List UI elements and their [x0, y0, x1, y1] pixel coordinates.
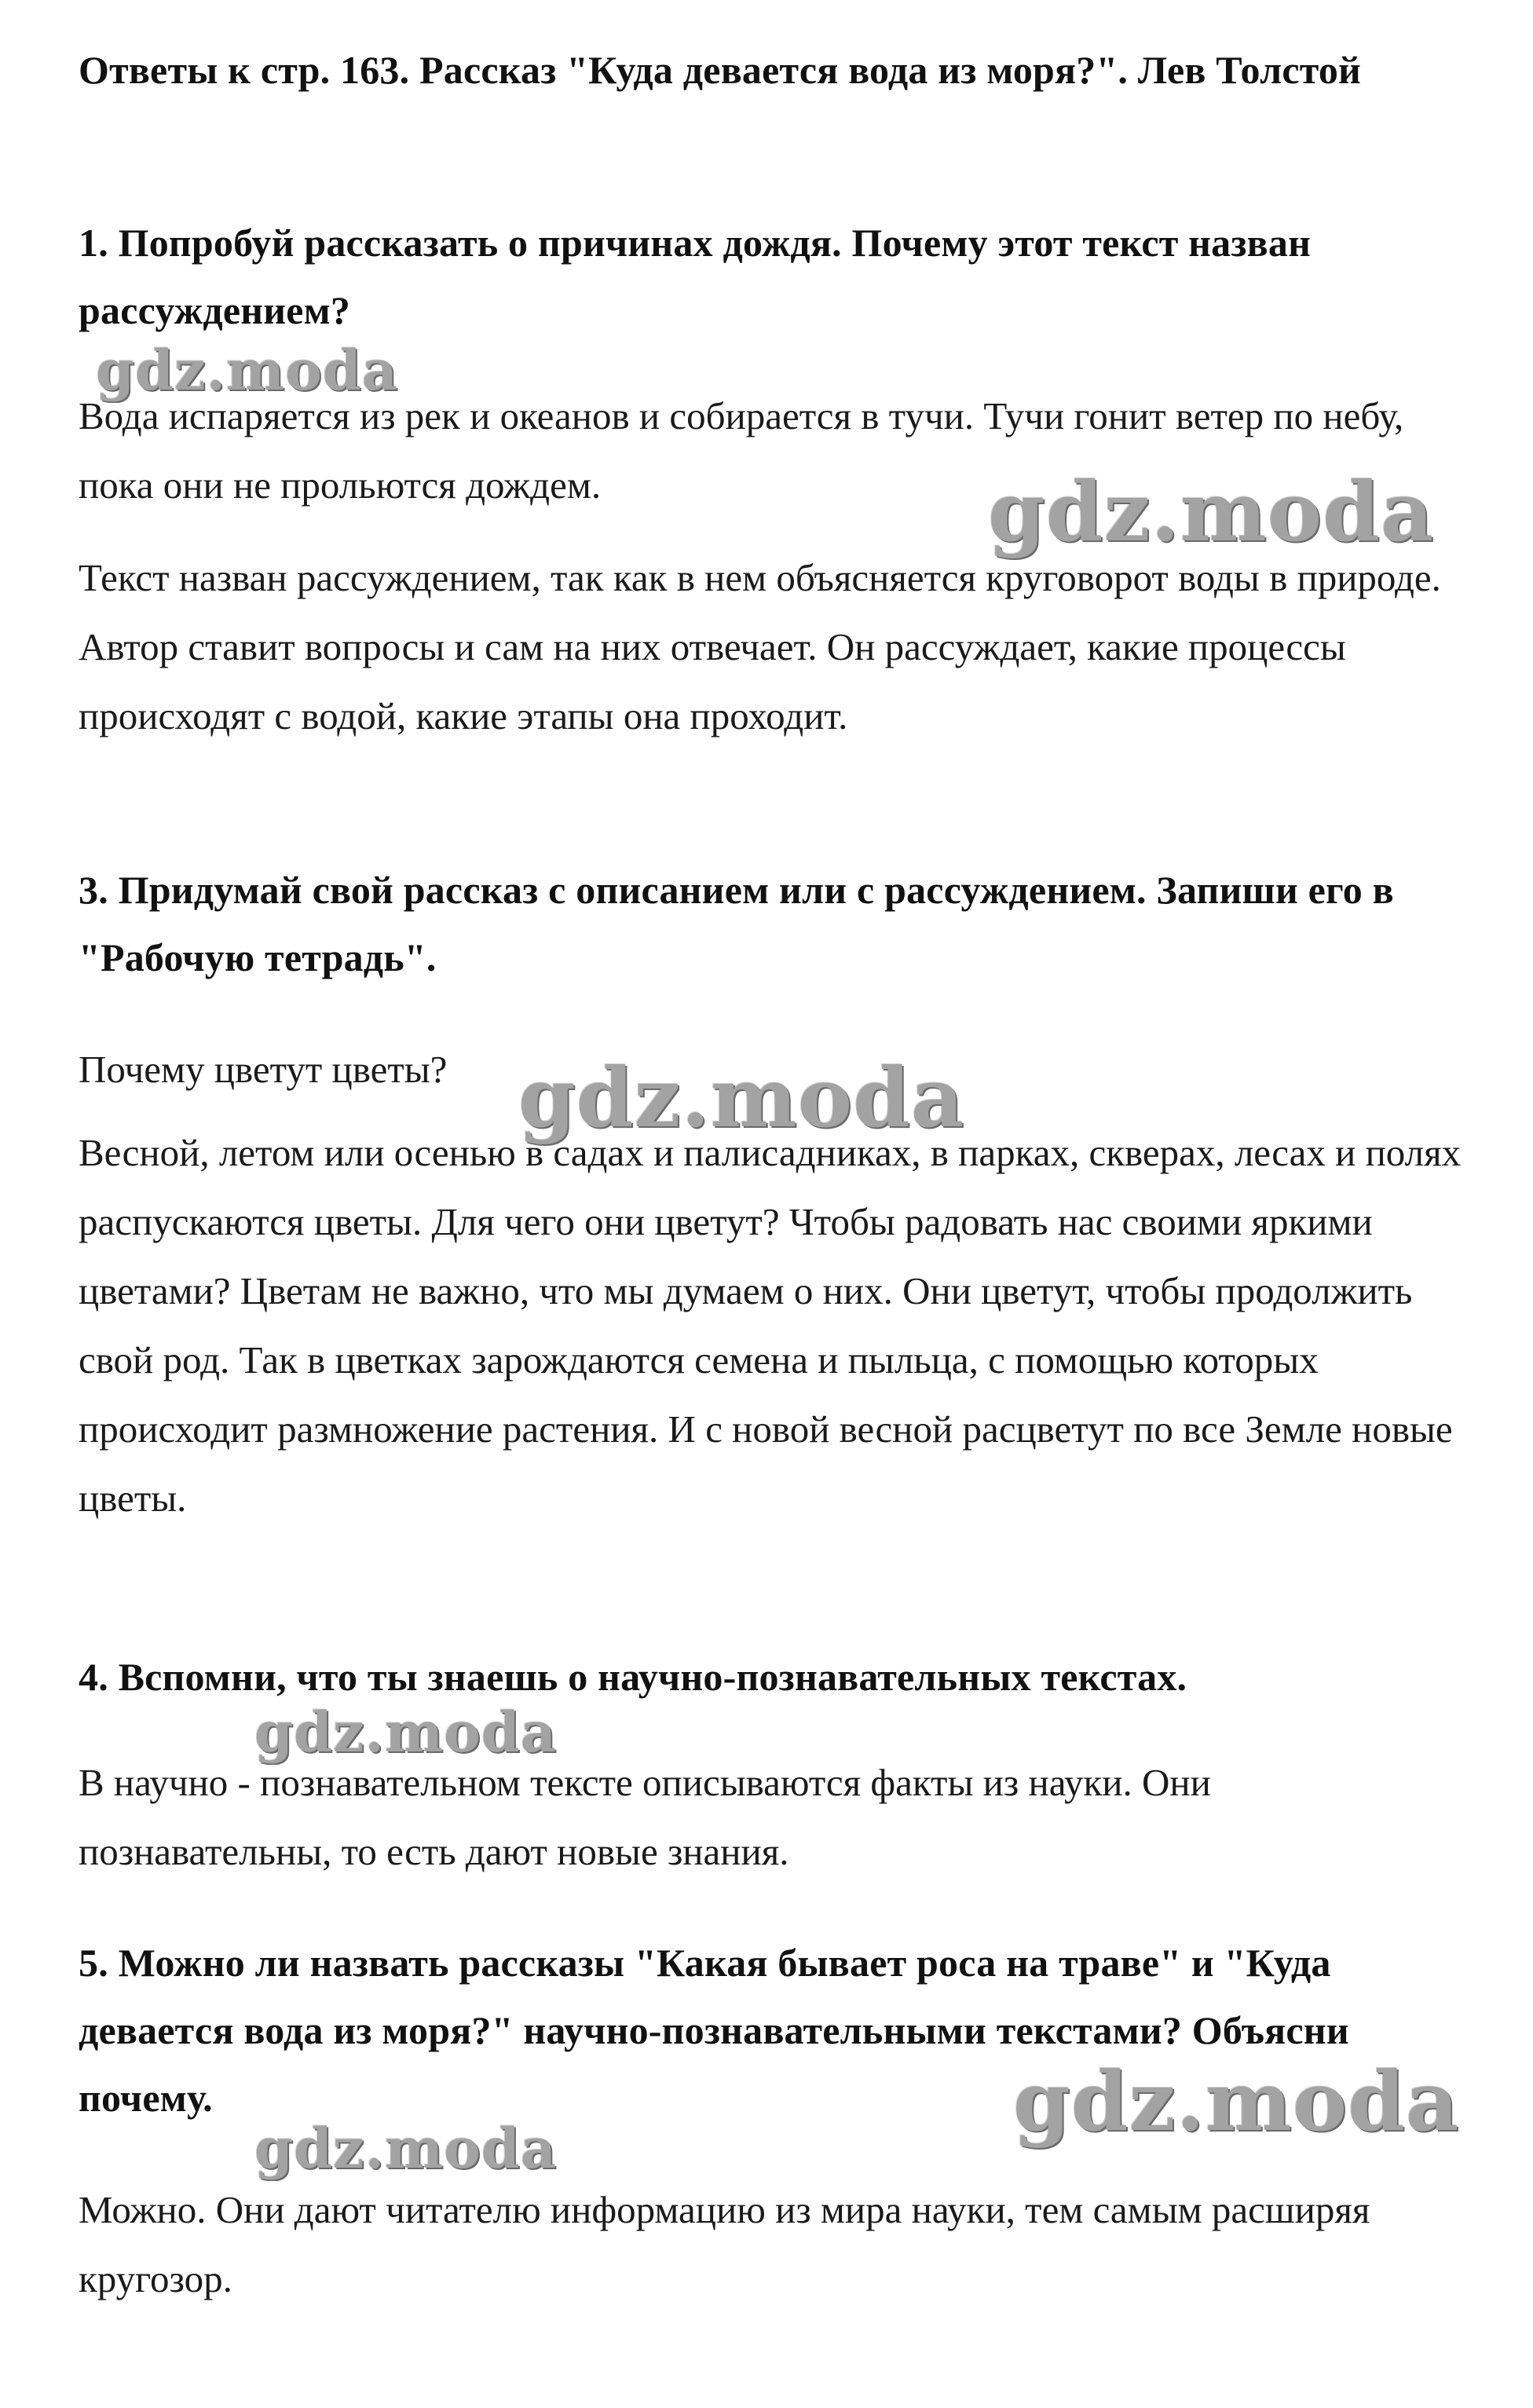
answer-3-title: Почему цветут цветы?: [79, 1048, 448, 1091]
question-5: 5. Можно ли назвать рассказы "Какая бывает роса на траве" и "Куда девается вода из моря?" научно-познавательными текстами? Объясни почему.: [79, 1941, 1349, 2120]
watermark-logo: gdz.moda: [254, 1700, 558, 1765]
question-4: 4. Вспомни, что ты знаешь о научно-познавательных текстах.: [79, 1655, 1187, 1699]
answer-3-paragraph: Весной, летом или осенью в садах и палисадниках, в парках, скверах, лесах и полях распускаются цветы. Для чего они цветут? Чтобы радовать нас своими яркими цветами? Цветам не важно, что мы думаем о них. Они цветут, чтобы продолжить свой род. Так в цветках зарождаются семена и пыльца, с помощью которых происходит размножение растения. И с новой весной расцветут по все Земле новые цветы.: [79, 1131, 1462, 1520]
answer-4-paragraph: В научно - познавательном тексте описываются факты из науки. Они познавательны, то есть дают новые знания.: [79, 1761, 1211, 1873]
question-3: 3. Придумай свой рассказ с описанием или с рассуждением. Запиши его в "Рабочую тетрадь".: [79, 868, 1394, 979]
watermark-logo: gdz.moda: [1013, 2053, 1460, 2150]
question-1: 1. Попробуй рассказать о причинах дождя. Почему этот текст назван рассуждением?: [79, 221, 1312, 332]
watermark-logo: gdz.moda: [988, 463, 1435, 560]
answer-1-paragraph-1: Вода испаряется из рек и океанов и собирается в тучи. Тучи гонит ветер по небу, пока они не прольются дождем.: [79, 394, 1404, 507]
answer-1-paragraph-2: Текст назван рассуждением, так как в нем объясняется круговорот воды в природе. Автор ставит вопросы и сам на них отвечает. Он рассуждает, какие процессы происходят с водой, какие этапы она проходит.: [79, 556, 1441, 737]
page-title: Ответы к стр. 163. Рассказ "Куда девается вода из моря?". Лев Толстой: [79, 48, 1362, 92]
answer-5-paragraph: Можно. Они дают читателю информацию из мира науки, тем самым расширяя кругозор.: [79, 2188, 1370, 2300]
watermark-logo: gdz.moda: [518, 1049, 965, 1146]
watermark-logo: gdz.moda: [254, 2116, 558, 2181]
watermark-logo: gdz.moda: [96, 338, 399, 403]
